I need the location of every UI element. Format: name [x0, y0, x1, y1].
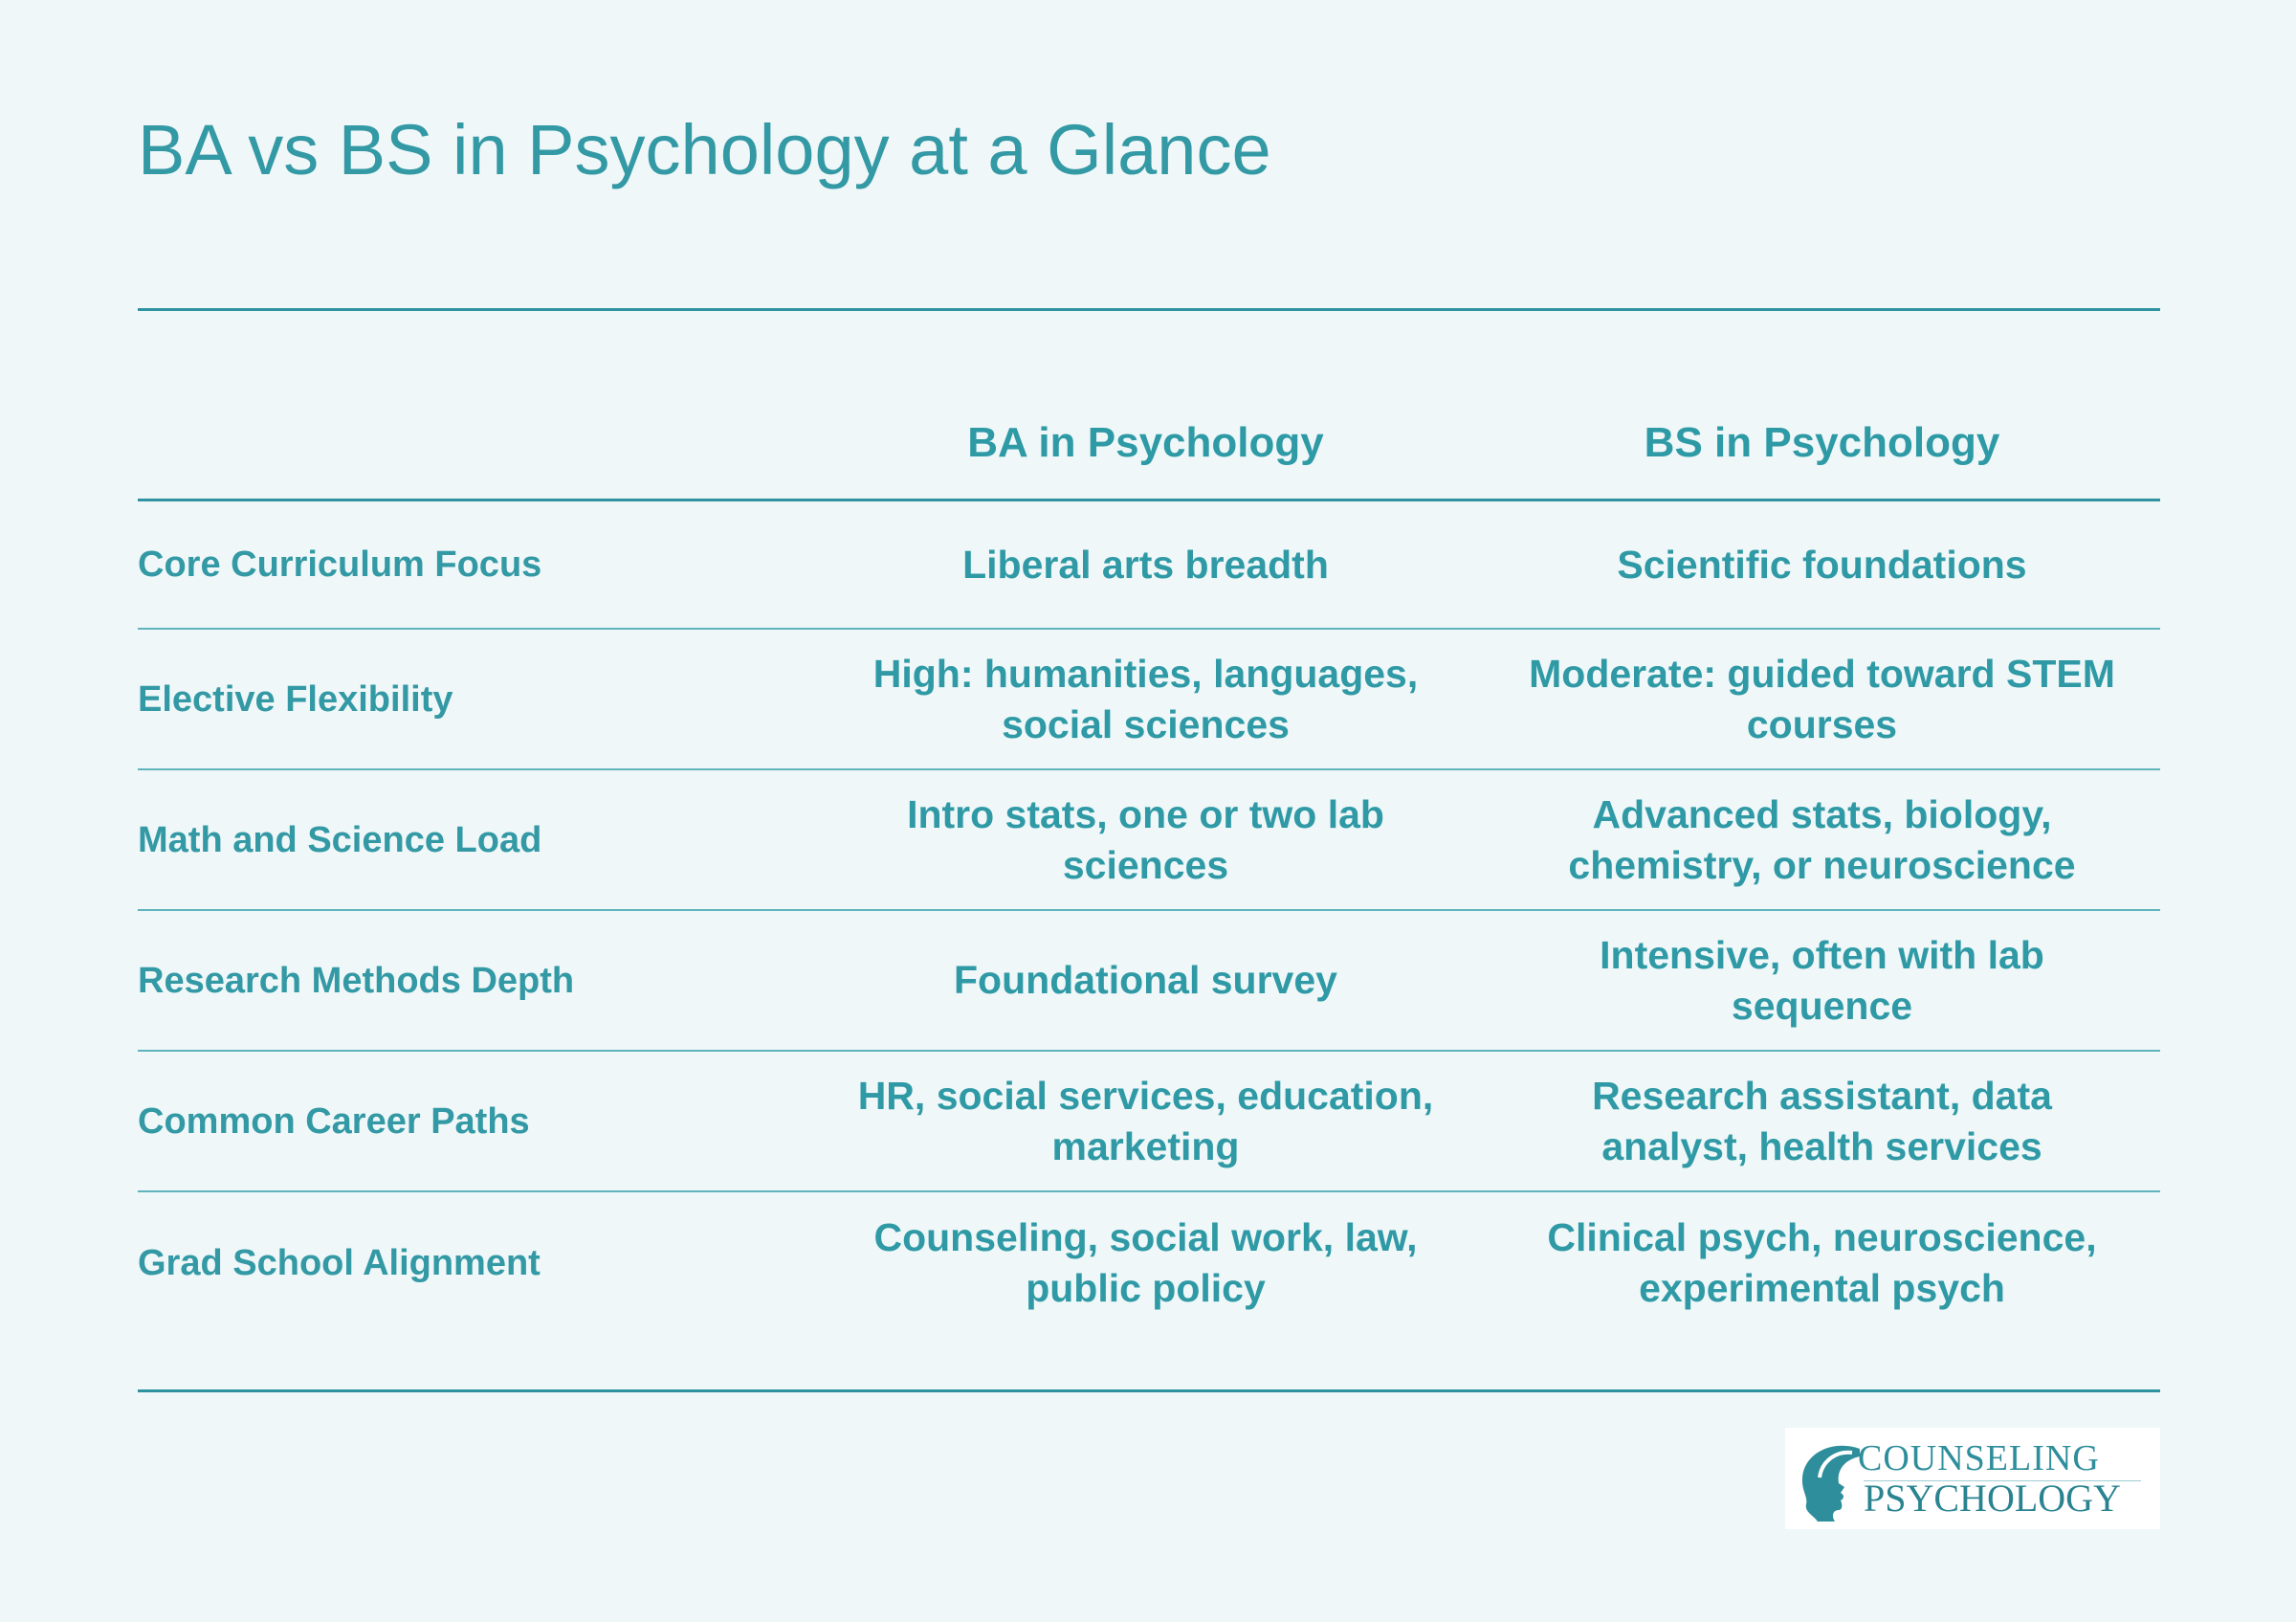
cell-ba: HR, social services, education, marketing: [857, 1073, 1434, 1168]
row-label: Common Career Paths: [138, 1100, 530, 1142]
cell-ba: High: humanities, languages, social sciences: [872, 651, 1419, 746]
column-header-bs: BS in Psychology: [1644, 418, 2000, 466]
cell-bs: Scientific foundations: [1617, 542, 2027, 587]
page-title: BA vs BS in Psychology at a Glance: [138, 110, 1271, 189]
cell-bs: Moderate: guided toward STEM courses: [1529, 651, 2115, 746]
comparison-table: [138, 387, 2160, 1333]
table-row: [138, 1052, 2160, 1192]
cell-bs: Intensive, often with lab sequence: [1600, 932, 2044, 1028]
bottom-divider: [138, 1389, 2160, 1392]
row-label: Math and Science Load: [138, 819, 542, 860]
table-row: [138, 630, 2160, 770]
row-label: Elective Flexibility: [138, 678, 453, 720]
logo-text-psychology: PSYCHOLOGY: [1864, 1477, 2121, 1520]
cell-bs: Clinical psych, neuroscience, experimental psych: [1547, 1214, 2097, 1310]
cell-ba: Intro stats, one or two lab sciences: [907, 791, 1384, 887]
cell-ba: Liberal arts breadth: [962, 542, 1329, 587]
cell-ba: Counseling, social work, law, public policy: [873, 1214, 1418, 1310]
table-header: [138, 387, 2160, 501]
row-label: Grad School Alignment: [138, 1242, 541, 1283]
table-row: [138, 770, 2160, 911]
cell-bs: Research assistant, data analyst, health services: [1592, 1073, 2052, 1168]
cell-ba: Foundational survey: [954, 958, 1337, 1002]
counseling-psychology-logo: [1785, 1428, 2160, 1529]
row-label: Research Methods Depth: [138, 960, 575, 1001]
row-label: Core Curriculum Focus: [138, 544, 542, 585]
cell-bs: Advanced stats, biology, chemistry, or neuroscience: [1568, 791, 2076, 887]
top-divider: [138, 308, 2160, 311]
table-row: [138, 501, 2160, 630]
table-row: [138, 911, 2160, 1052]
column-header-ba: BA in Psychology: [967, 418, 1324, 466]
table-row: [138, 1192, 2160, 1333]
logo-text-counseling: COUNSELING: [1858, 1438, 2100, 1478]
